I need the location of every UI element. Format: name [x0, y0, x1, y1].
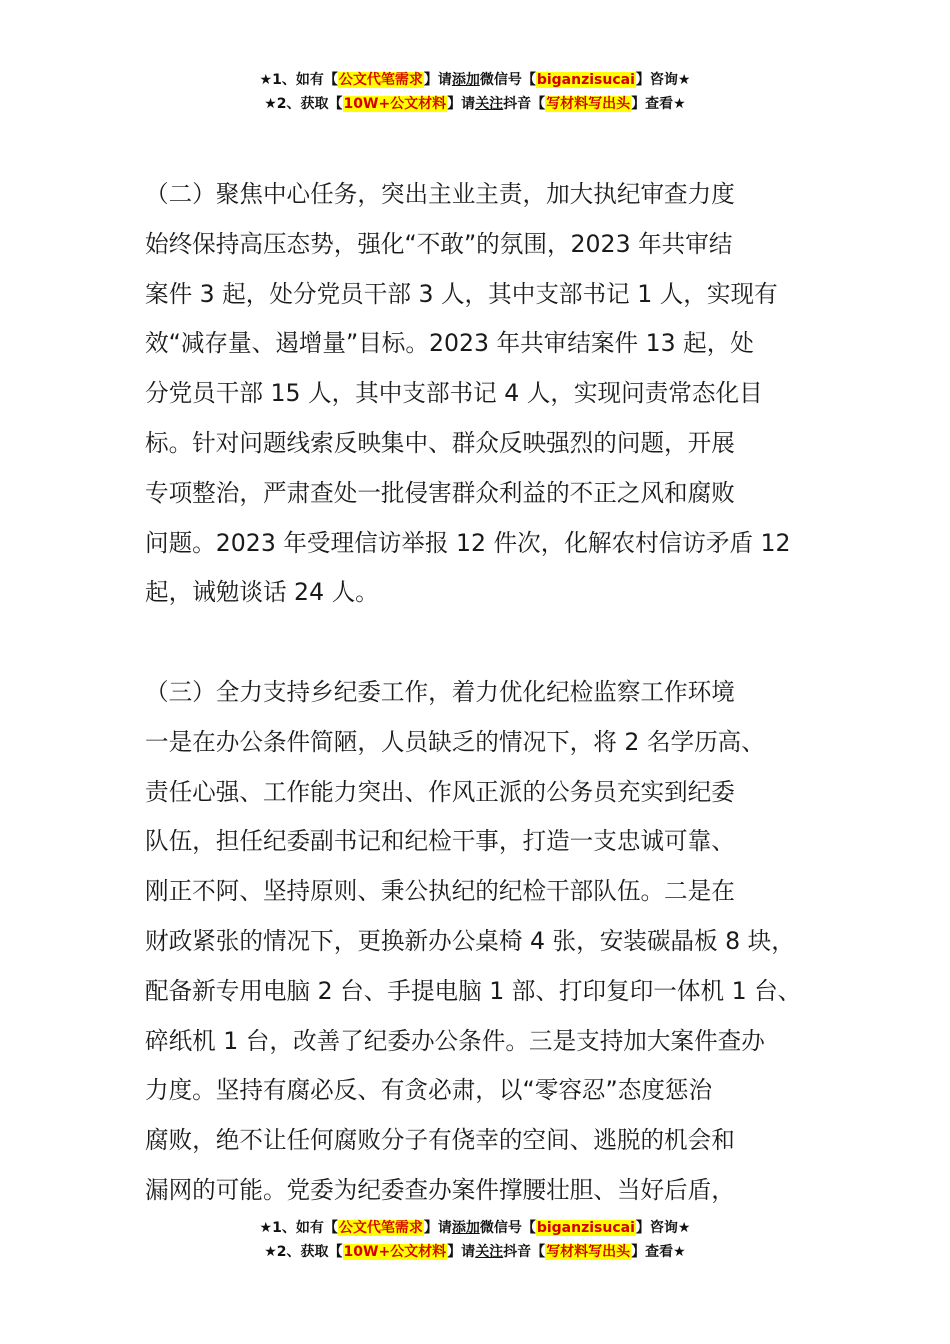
banner-text: 】咨询★	[635, 1220, 691, 1236]
paragraph-line: 漏网的可能。党委为纪委查办案件撑腰壮胆、当好后盾，	[145, 1175, 735, 1204]
banner-highlight: 10W+公文材料	[343, 96, 447, 112]
banner-text: 微信号【	[479, 72, 536, 88]
section-2	[145, 170, 835, 618]
banner-line-1	[0, 68, 950, 92]
section-gap	[145, 618, 835, 668]
banner-underlined: 添加	[451, 1220, 480, 1236]
banner-highlight: 10W+公文材料	[343, 1244, 447, 1260]
banner-line-1	[0, 1216, 950, 1240]
banner-text: 】查看★	[631, 96, 686, 112]
banner-text: 】请	[423, 72, 452, 88]
banner-underlined: 添加	[451, 72, 480, 88]
banner-highlight: 写材料写出头	[546, 1244, 631, 1260]
paragraph-line: 腐败，绝不让任何腐败分子有侥幸的空间、逃脱的机会和	[145, 1126, 735, 1155]
paragraph-line: 问题。2023 年受理信访举报 12 件次，化解农村信访矛盾 12	[145, 528, 791, 557]
paragraph-line: 力度。坚持有腐必反、有贪必肃，以“零容忍”态度惩治	[145, 1076, 713, 1105]
paragraph-line: 财政紧张的情况下，更换新办公桌椅 4 张，安装碳晶板 8 块，	[145, 926, 795, 955]
paragraph-line: 刚正不阿、坚持原则、秉公执纪的纪检干部队伍。二是在	[145, 877, 735, 906]
section-3-heading: （三）全力支持乡纪委工作，着力优化纪检监察工作环境	[145, 677, 735, 706]
header-banner	[0, 68, 950, 116]
section-3	[145, 668, 835, 1216]
paragraph-line: 始终保持高压态势，强化“不敢”的氛围，2023 年共审结	[145, 229, 733, 258]
banner-line-2	[0, 1240, 950, 1264]
paragraph-line: 专项整治，严肃查处一批侵害群众利益的不正之风和腐败	[145, 478, 735, 507]
banner-highlight: 公文代笔需求	[338, 72, 423, 88]
paragraph-line: 起，诫勉谈话 24 人。	[145, 578, 379, 607]
paragraph-line: 案件 3 起，处分党员干部 3 人，其中支部书记 1 人，实现有	[145, 279, 778, 308]
banner-underlined: 关注	[475, 1244, 504, 1260]
banner-highlight: 写材料写出头	[546, 96, 631, 112]
banner-text: 】请	[447, 1244, 476, 1260]
banner-text: 抖音【	[503, 1244, 546, 1260]
banner-text: ★1、如有【	[259, 72, 338, 88]
paragraph-line: 标。针对问题线索反映集中、群众反映强烈的问题，开展	[145, 428, 735, 457]
banner-text: 】查看★	[631, 1244, 686, 1260]
section-2-heading: （二）聚焦中心任务，突出主业主责，加大执纪审查力度	[145, 180, 735, 208]
banner-text: ★2、获取【	[264, 96, 343, 112]
banner-text: 】请	[423, 1220, 452, 1236]
paragraph-line: 一是在办公条件简陋，人员缺乏的情况下，将 2 名学历高、	[145, 727, 765, 756]
paragraph-line: 效“减存量、遏增量”目标。2023 年共审结案件 13 起，处	[145, 329, 754, 358]
paragraph-line: 配备新专用电脑 2 台、手提电脑 1 部、打印复印一体机 1 台、	[145, 976, 802, 1005]
banner-text: ★1、如有【	[259, 1220, 338, 1236]
banner-underlined: 关注	[475, 96, 504, 112]
banner-text: 微信号【	[479, 1220, 536, 1236]
paragraph-line: 分党员干部 15 人，其中支部书记 4 人，实现问责常态化目	[145, 379, 763, 408]
banner-highlight: biganzisucai	[536, 72, 635, 88]
banner-line-2	[0, 92, 950, 116]
banner-text: 】咨询★	[635, 72, 691, 88]
footer-banner	[0, 1216, 950, 1264]
banner-text: ★2、获取【	[264, 1244, 343, 1260]
banner-text: 】请	[447, 96, 476, 112]
paragraph-line: 队伍，担任纪委副书记和纪检干事，打造一支忠诚可靠、	[145, 827, 735, 856]
banner-text: 抖音【	[503, 96, 546, 112]
paragraph-line: 碎纸机 1 台，改善了纪委办公条件。三是支持加大案件查办	[145, 1026, 765, 1055]
document-body	[145, 170, 835, 1216]
banner-highlight: 公文代笔需求	[338, 1220, 423, 1236]
paragraph-line: 责任心强、工作能力突出、作风正派的公务员充实到纪委	[145, 777, 735, 806]
banner-highlight: biganzisucai	[536, 1220, 635, 1236]
